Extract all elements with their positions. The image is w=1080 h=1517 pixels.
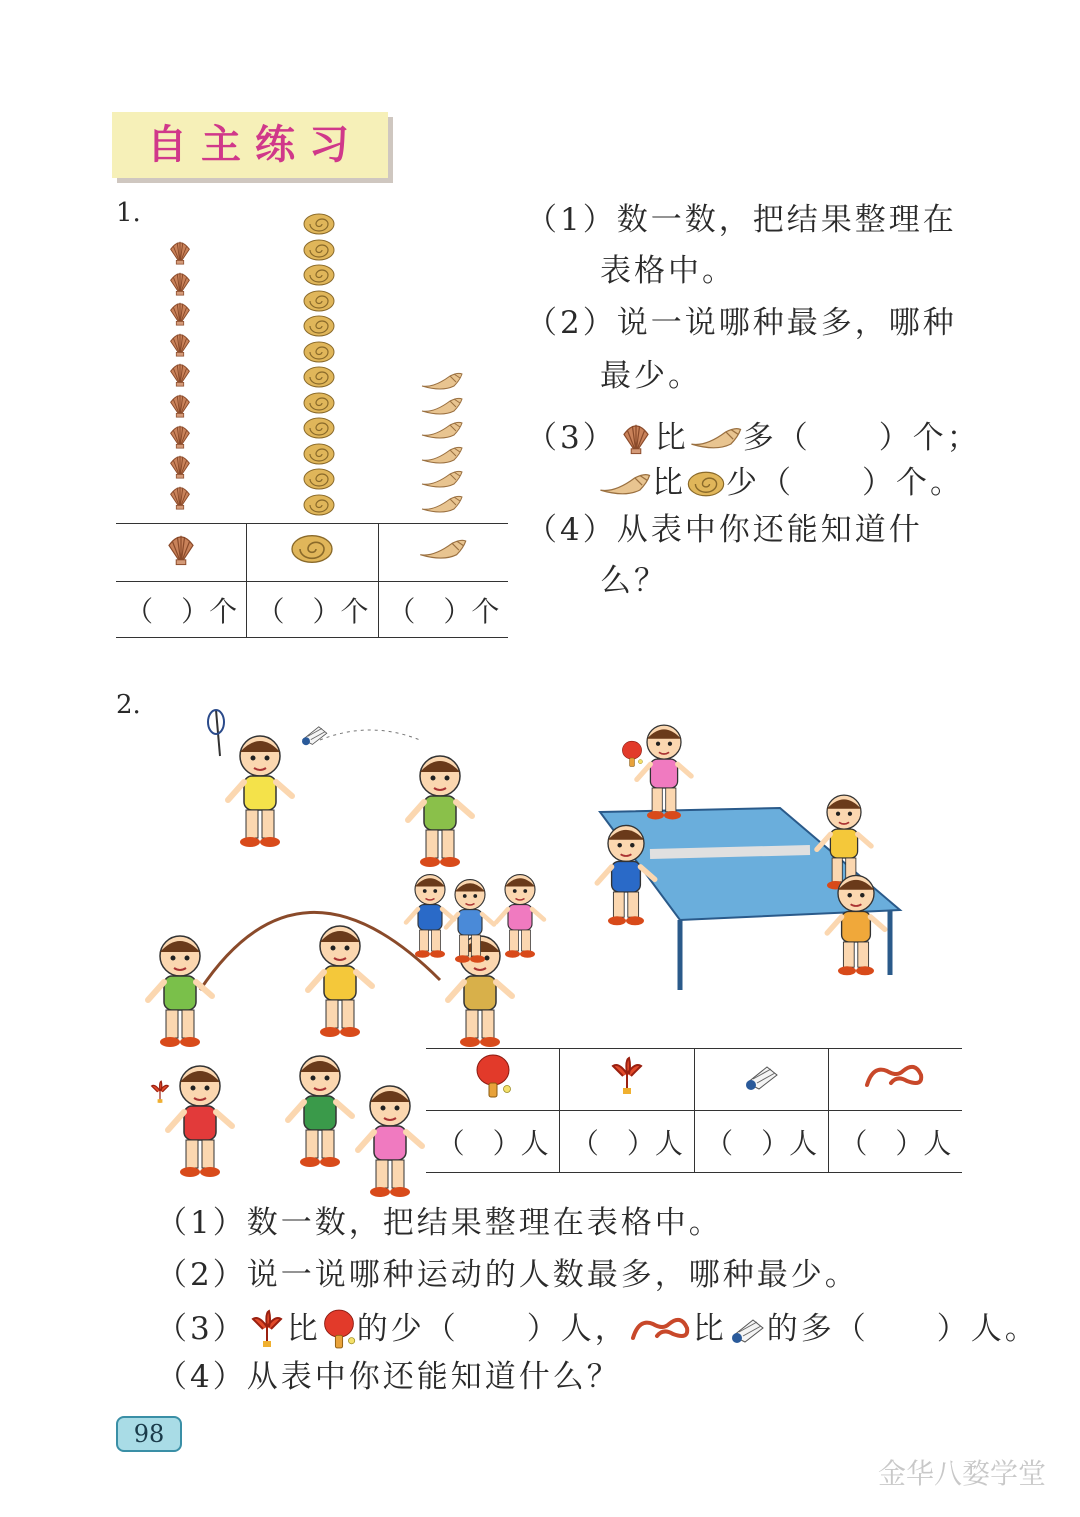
q2-item-2: （2）说一说哪种运动的人数最多，哪种最少。 <box>156 1257 859 1293</box>
question-1-table <box>116 523 508 638</box>
q1-item-3-label: （3） <box>526 419 617 456</box>
conch-shell-icon <box>420 493 464 515</box>
q2-compare-text: 比 <box>692 1310 727 1347</box>
snail-shell-icon <box>302 212 336 236</box>
watermark: 金华八婺学堂 <box>877 1457 1046 1490</box>
conch-shell-icon <box>420 444 464 466</box>
snail-shell-icon <box>686 469 726 499</box>
q2-compare-text: 的多（ ）人。 <box>766 1310 1039 1347</box>
q2-answer-cell[interactable]: （ ）人 <box>694 1111 828 1173</box>
snail-shell-icon <box>302 263 336 287</box>
scallop-shell-icon <box>164 269 196 297</box>
q2-item-3 <box>156 1308 1039 1350</box>
shuttlecock-kick-icon <box>560 1049 694 1111</box>
q2-item-3-label: （3） <box>156 1310 247 1347</box>
conch-shell-icon <box>420 395 464 417</box>
snail-shell-icon <box>247 524 378 582</box>
scallop-shell-icon <box>164 391 196 419</box>
q1-item-2: （2）说一说哪种最多，哪种 <box>526 305 957 341</box>
q1-item-1-cont: 表格中。 <box>600 253 736 289</box>
q1-answer-cell[interactable]: （ ）个 <box>116 582 247 638</box>
jump-rope-icon <box>629 1314 693 1344</box>
snail-shell-icon <box>302 391 336 415</box>
conch-shell-icon <box>689 424 743 452</box>
page-number: 98 <box>116 1416 182 1452</box>
ping-pong-paddle-icon <box>321 1308 357 1350</box>
q2-item-1: （1）数一数，把结果整理在表格中。 <box>156 1205 723 1241</box>
q1-item-4-cont: 么？ <box>600 563 668 599</box>
section-title-banner <box>112 112 388 178</box>
q1-answer-cell[interactable]: （ ）个 <box>378 582 508 638</box>
conch-shell-icon <box>420 468 464 490</box>
q1-compare-text: 多（ ）个； <box>742 419 981 456</box>
badminton-shuttlecock-icon <box>694 1049 828 1111</box>
scallop-shell-icon <box>164 299 196 327</box>
question-2-number: 2. <box>116 690 141 720</box>
q1-item-1: （1）数一数，把结果整理在 <box>526 202 957 238</box>
q1-answer-cell[interactable]: （ ）个 <box>247 582 378 638</box>
q2-item-4: （4）从表中你还能知道什么？ <box>156 1359 621 1395</box>
conch-shell-icon <box>420 419 464 441</box>
snail-shell-icon <box>302 467 336 491</box>
q2-answer-cell[interactable]: （ ）人 <box>560 1111 694 1173</box>
jump-rope-icon <box>828 1049 962 1111</box>
snail-shell-icon <box>302 493 336 517</box>
scallop-shell-icon <box>164 452 196 480</box>
q1-item-3-line-2 <box>598 465 964 501</box>
scallop-shell-icon <box>617 420 655 456</box>
question-1-number: 1. <box>116 198 141 228</box>
snail-shell-icon <box>302 340 336 364</box>
conch-shell-column <box>420 370 464 517</box>
scallop-shell-icon <box>164 422 196 450</box>
q2-answer-cell[interactable]: （ ）人 <box>426 1111 560 1173</box>
snail-shell-icon <box>302 416 336 440</box>
scallop-shell-icon <box>164 483 196 511</box>
conch-shell-icon <box>598 470 652 498</box>
q1-item-2-cont: 最少。 <box>600 358 702 394</box>
q2-compare-text: 的少（ ）人， <box>356 1310 629 1347</box>
conch-shell-icon <box>378 524 508 582</box>
badminton-shuttlecock-icon <box>727 1314 767 1344</box>
q1-compare-text: 比 <box>654 419 689 456</box>
conch-shell-icon <box>420 370 464 392</box>
snail-shell-icon <box>302 365 336 389</box>
q1-item-4: （4）从表中你还能知道什 <box>526 512 923 548</box>
scallop-shell-icon <box>164 238 196 266</box>
snail-shell-column <box>302 212 338 518</box>
q2-compare-text: 比 <box>286 1310 321 1347</box>
scallop-shell-column <box>164 238 200 513</box>
snail-shell-icon <box>302 442 336 466</box>
scallop-shell-icon <box>116 524 247 582</box>
q2-answer-cell[interactable]: （ ）人 <box>828 1111 962 1173</box>
q1-item-3 <box>526 420 981 456</box>
q1-compare-text: 少（ ）个。 <box>726 465 964 501</box>
scallop-shell-icon <box>164 330 196 358</box>
question-2-table <box>426 1048 962 1173</box>
shuttlecock-kick-icon <box>247 1309 287 1349</box>
q1-compare-text: 比 <box>652 465 686 501</box>
ping-pong-paddle-icon <box>426 1049 560 1111</box>
scallop-shell-icon <box>164 360 196 388</box>
section-title: 自主练习 <box>147 122 363 168</box>
snail-shell-icon <box>302 314 336 338</box>
snail-shell-icon <box>302 238 336 262</box>
snail-shell-icon <box>302 289 336 313</box>
